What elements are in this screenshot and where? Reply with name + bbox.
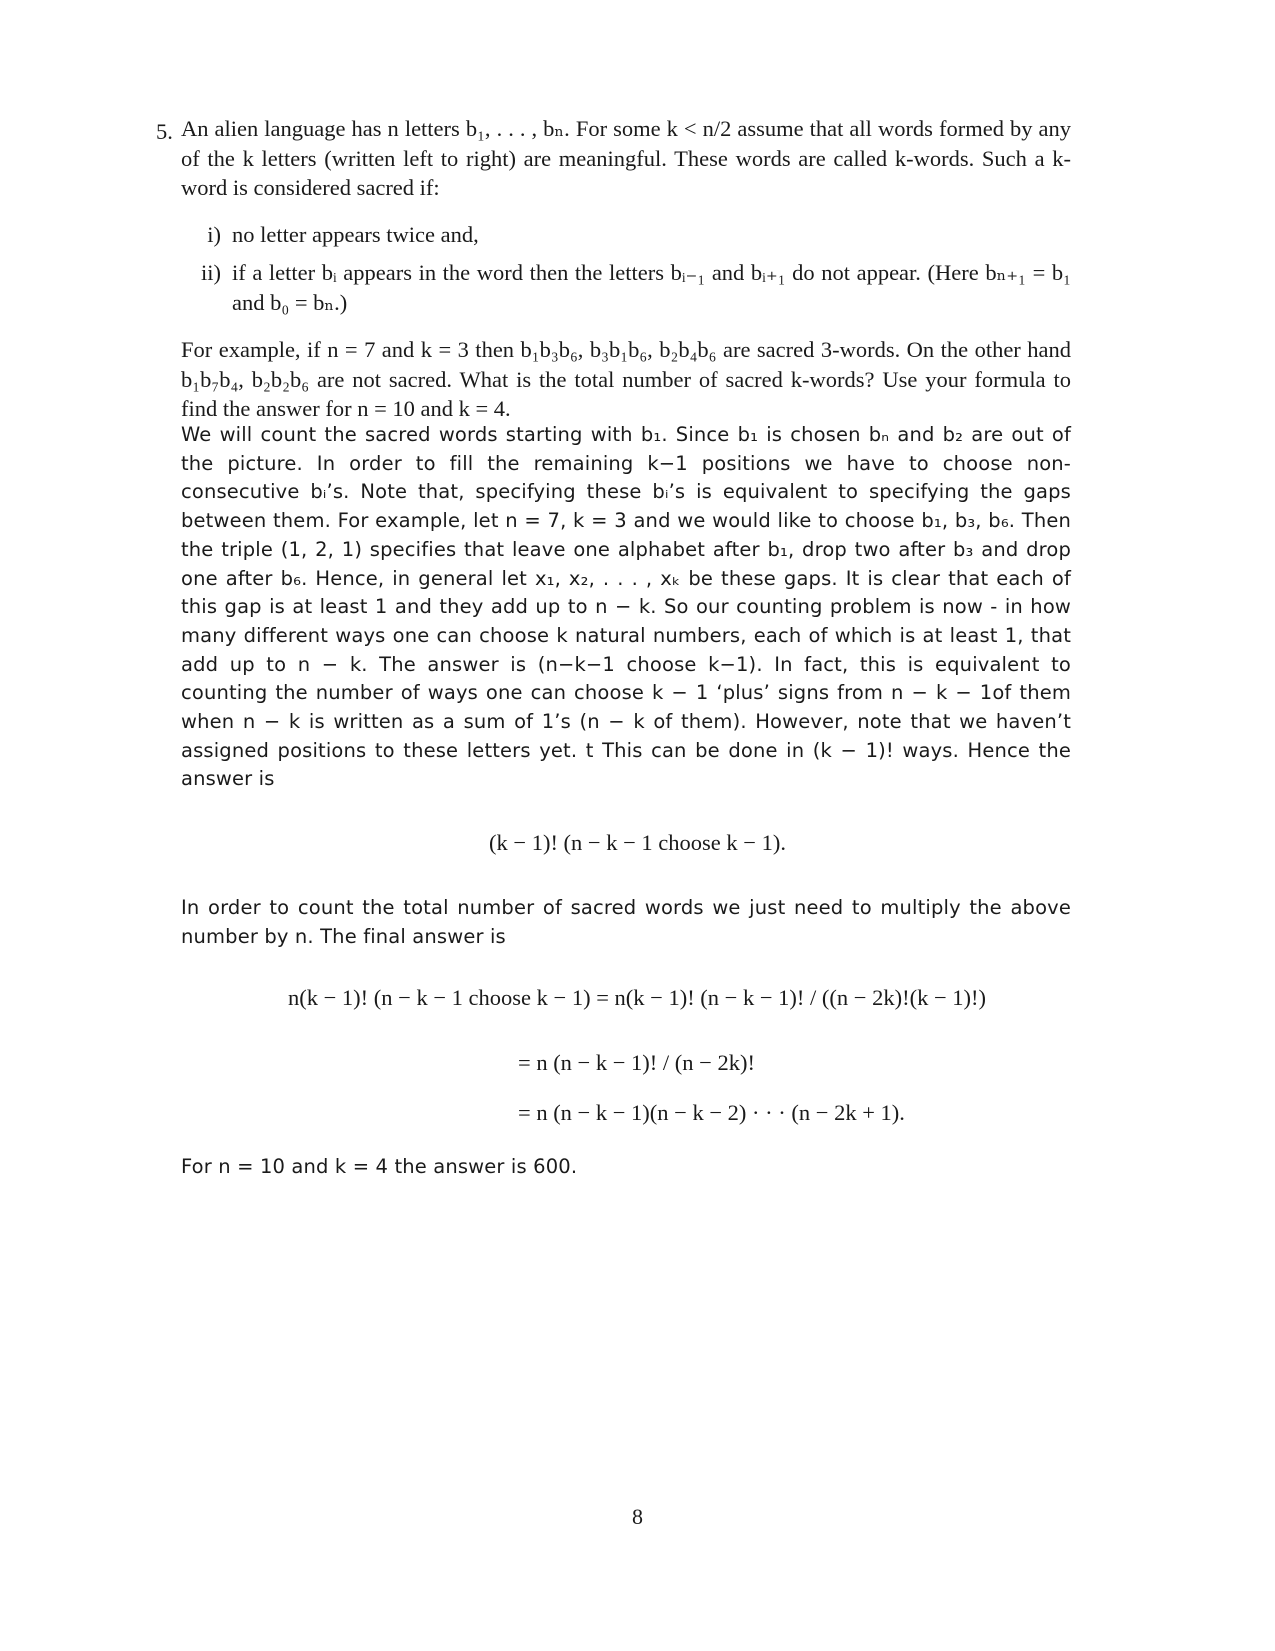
condition-text: no letter appears twice and, [232,222,479,247]
derivation-line: n(k − 1)! (n − k − 1 choose k − 1) = n(k − 1)! (n − k − 1)! / ((n − 2k)!(k − 1)!) [288,985,986,1010]
conclusion: For n = 10 and k = 4 the answer is 600. [181,1155,578,1178]
condition-text: if a letter bᵢ appears in the word then the letters bᵢ₋₁ and bᵢ₊₁ do not appear. (Here bₙ₊₁ = b₁ and b₀ = bₙ.) [232,260,1071,315]
example-paragraph: For example, if n = 7 and k = 3 then b₁b₃b₆, b₃b₁b₆, b₂b₄b₆ are sacred 3-words. On the other hand b₁b₇b₄, b₂b₂b₆ are not sacred. What is the total number of sacred k-words? Use your formula to find the answer for n = 10 and k = 4. [181,337,1071,421]
derivation-line: = n (n − k − 1)(n − k − 2) · · · (n − 2k + 1). [518,1100,905,1125]
problem-number: 5. [156,119,173,144]
solution-paragraph: We will count the sacred words starting with b₁. Since b₁ is chosen bₙ and b₂ are out of the picture. In order to fill the remaining k−1 positions we have to choose non-consecutive bᵢ’s. Note that, specifying these bᵢ’s is equivalent to specifying the gaps between them. For example, let n = 7, k = 3 and we would like to choose b₁, b₃, b₆. Then the triple (1, 2, 1) specifies that leave one alphabet after b₁, drop two after b₃ and drop one after b₆. Hence, in general let x₁, x₂, . . . , xₖ be these gaps. It is clear that each of this gap is at least 1 and they add up to n − k. So our counting problem is now - in how many different ways one can choose k natural numbers, each of which is at least 1, that add up to n − k. The answer is (n−k−1 choose k−1). In fact, this is equivalent to counting the number of ways one can choose k − 1 ‘plus’ signs from n − k − 1of them when n − k is written as a sum of 1’s (n − k of them). However, note that we haven’t assigned positions to these letters yet. t This can be done in (k − 1)! ways. Hence the answer is [181,423,1071,791]
condition-label: ii) [201,260,221,285]
solution-paragraph-2: In order to count the total number of sacred words we just need to multiply the above number by n. The final answer is [181,896,1071,948]
problem-statement: An alien language has n letters b₁, . . . , bₙ. For some k < n/2 assume that all words formed by any of the k letters (written left to right) are meaningful. These words are called k-words. Such a k-word is considered sacred if: [181,116,1071,200]
page-number: 8 [632,1504,643,1529]
condition-label: i) [207,222,221,247]
derivation-line: = n (n − k − 1)! / (n − 2k)! [518,1050,755,1075]
display-formula: (k − 1)! (n − k − 1 choose k − 1). [489,830,786,855]
